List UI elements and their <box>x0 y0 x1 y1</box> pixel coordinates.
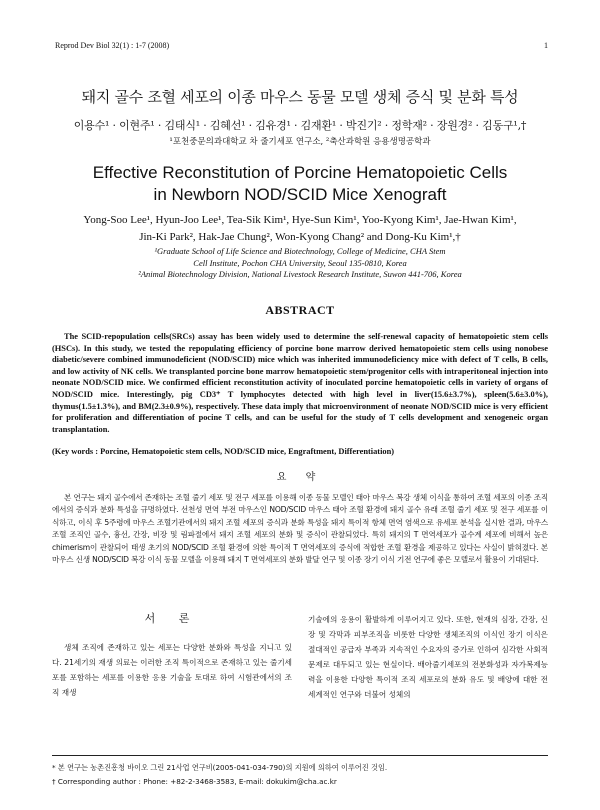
introduction-left-column <box>52 612 292 700</box>
keywords: (Key words : Porcine, Hematopoietic stem cells, NOD/SCID mice, Engraftment, Differentiation) <box>52 447 395 456</box>
running-head <box>55 38 548 52</box>
korean-authors: 이용수¹ · 이현주¹ · 김태식¹ · 김혜선¹ · 김유경¹ · 김재환¹ · 박진기² · 정학재² · 장원경² · 김동구¹,† <box>73 119 527 132</box>
korean-summary-body: 본 연구는 돼지 골수에서 존재하는 조혈 줄기 세포 및 전구 세포를 이용해 이종 동물 모델인 태아 마우스 복강 생체 이식을 통하여 조혈 세포의 이종 조직에서의 증식과 분화 특성을 규명하였다. 선천성 면역 부전 마우스인 NOD/SCID 마우스 태아 조혈 환경에 돼지 골수 유래 조혈 줄기 세포 및 전구 세포를 이식하고, 이식 후 5주령에 마우스 조혈기관에서의 돼지 조혈 세포의 증식과 분화 특성을 돼지 특이적 항체 면역 염색으로 유세포 분석을 실시한 결과, 마우스 조혈 조직인 골수, 흉선, 간장, 비장 및 림파절에서 돼지 조혈 세포의 분화 및 증식이 관찰되었다. 특히 돼지의 T 면역세포가 골수계 세포에 비해서 높은 chimerism이 관찰되어 태생 초기의 NOD/SCID 조혈 환경에 의한 특이적 T 면역세포의 증식에 적합한 조혈 환경을 제공하고 있다는 사실이 밝혀졌다. 본 마우스 신생 NOD/SCID 복강 이식 동물 모델을 이용해 돼지 T 면역세포의 분화 발달 연구 및 이종 장기 이식 기전 연구에 좋은 모델로서 활용이 기대된다. <box>52 493 548 565</box>
introduction-paragraph: 생체 조직에 존재하고 있는 세포는 다양한 분화와 특성을 지니고 있다. 21세기의 재생 의료는 이러한 조직 특이적으로 존재하고 있는 줄기세포를 포함하는 세포를 이용한 응용 기술을 토대로 하여 시험관에서의 조직 재생 <box>52 643 292 697</box>
english-authors <box>50 212 550 246</box>
abstract-heading: ABSTRACT <box>265 303 335 317</box>
english-authors-line1: Yong-Soo Lee¹, Hyun-Joo Lee¹, Tea-Sik Kim¹, Hye-Sun Kim¹, Yoo-Kyong Kim¹, Jae-Hwan Kim¹, <box>83 214 517 226</box>
journal-citation: Reprod Dev Biol 32(1) : 1-7 (2008) <box>55 40 170 50</box>
abstract-body: The SCID-repopulation cells(SRCs) assay has been widely used to determine the self-renewal capacity of hematopoietic stem cells (HSCs). In this study, we tested the repopulating efficiency of porcine bone marrow derived hematopoietic stem cells using nonobese diabetic/severe combined immunodeficient (NOD/SCID) mice which was inherited immunodeficiency mice with defect of T cells, B cells, and low activity of NK cells. We transplanted porcine bone marrow hematopoietic stem/progenitor cells with intraperitoneal injection into neonate NOD/SCID mice. We confirmed efficient reconstitution activity of inoculated porcine hematopoietic cells in variety of organs of NOD/SCID mice. Interestingly, pig CD3⁺ T lymphocytes detected with high level in liver(15.6±3.7%), spleen(5.6±3.0%), thymus(1.5±1.3%), and BM(2.3±0.9%), respectively. These data imply that microenvironment of neonate NOD/SCID mice is very efficient for proliferation and differentiation of pocine T cells, and can be useful for the study of T cells development and xenogeneic organ transplantation. <box>52 332 548 434</box>
page-number: 1 <box>544 40 548 50</box>
affiliation-1-line1: ¹Graduate School of Life Science and Biotechnology, College of Medicine, CHA Stem <box>154 246 446 256</box>
english-authors-line2: Jin-Ki Park², Hak-Jae Chung², Won-Kyong Chang² and Dong-Ku Kim¹,† <box>139 231 461 243</box>
funding-footnote: * 본 연구는 농촌진흥청 바이오 그린 21사업 연구비(2005-041-034-790)의 지원에 의하여 이루어진 것임. <box>52 763 388 772</box>
korean-title: 돼지 골수 조혈 세포의 이종 마우스 동물 모델 생체 증식 및 분화 특성 <box>81 88 519 106</box>
corresponding-author-footnote: † Corresponding author : Phone: +82-2-3468-3583, E-mail: dokukim@cha.ac.kr <box>52 777 337 786</box>
english-title-line1: Effective Reconstitution of Porcine Hematopoietic Cells <box>92 163 508 182</box>
english-title <box>40 162 560 206</box>
korean-summary-heading: 요 약 <box>276 472 324 483</box>
footnote-divider <box>52 755 548 756</box>
english-affiliations <box>50 246 550 281</box>
english-title-line2: in Newborn NOD/SCID Mice Xenograft <box>153 185 447 204</box>
affiliation-1-line2: Cell Institute, Pochon CHA University, Seoul 135-0810, Korea <box>193 257 407 268</box>
footnotes <box>52 761 548 789</box>
introduction-right-column: 기술에의 응용이 활발하게 이루어지고 있다. 또한, 현재의 심장, 간장, 신장 및 각막과 피부조직을 비롯한 다양한 생체조직의 이식인 장기 이식은 절대적인 공급자 부족과 지속적인 수요자의 증가로 인하여 심각한 사회적 문제로 대두되고 있는 현실이다. 배아줄기세포의 전분화성과 자가복제능력을 이용한 다양한 특이적 조직 세포로의 분화 유도 및 배양에 대한 전 세계적인 연구와 더불어 성체의 <box>308 615 548 699</box>
affiliation-2: ²Animal Biotechnology Division, National Livestock Research Institute, Suwon 441-706, Korea <box>138 269 462 279</box>
korean-affiliation: ¹포천중문의과대학교 차 줄기세포 연구소, ²축산과학원 응용생명공학과 <box>169 137 431 147</box>
introduction-heading: 서 론 <box>144 612 200 625</box>
